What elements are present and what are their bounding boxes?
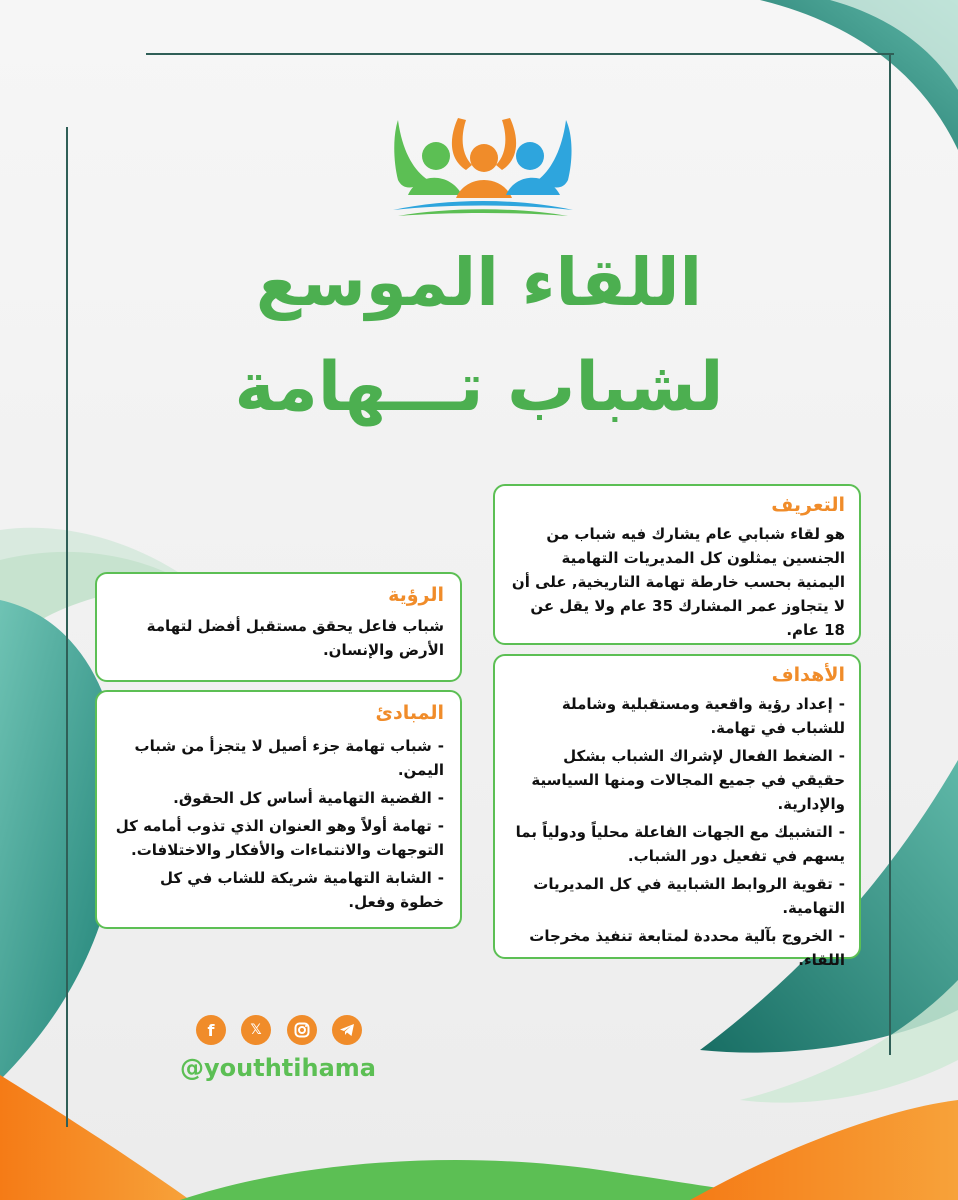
instagram-icon[interactable] bbox=[287, 1015, 317, 1045]
facebook-icon[interactable]: f bbox=[196, 1015, 226, 1045]
frame-top-line bbox=[146, 53, 894, 55]
list-item: -القضية التهامية أساس كل الحقوق. bbox=[173, 789, 444, 807]
list-item: -شباب تهامة جزء أصيل لا يتجزأ من شباب اليمن. bbox=[134, 737, 444, 779]
x-icon[interactable]: 𝕏 bbox=[241, 1015, 271, 1045]
vision-card bbox=[95, 572, 462, 682]
social-handle[interactable]: @youthtihama bbox=[180, 1054, 376, 1082]
principles-heading: المبادئ bbox=[375, 702, 444, 724]
list-item: -الخروج بآلية محددة لمتابعة تنفيذ مخرجات اللقاء. bbox=[529, 927, 845, 969]
vision-heading: الرؤية bbox=[388, 584, 444, 606]
principles-card bbox=[95, 690, 462, 929]
list-item: -الضغط الفعال لإشراك الشباب بشكل حقيقي في جميع المجالات ومنها السياسية والإدارية. bbox=[531, 747, 845, 813]
list-item: -إعداد رؤية واقعية ومستقبلية وشاملة للشباب في تهامة. bbox=[561, 695, 845, 737]
definition-card bbox=[493, 484, 861, 645]
main-title-line1: اللقاء الموسع bbox=[255, 244, 703, 321]
social-icons bbox=[196, 1015, 366, 1049]
telegram-icon[interactable] bbox=[332, 1015, 362, 1045]
frame-right-line bbox=[889, 53, 891, 1055]
definition-text: هو لقاء شبابي عام يشارك فيه شباب من الجنسين يمثلون كل المديريات التهامية اليمنية بحسب خارطة تهامة التاريخية, على أن لا يتجاوز عمر المشارك 35 عام ولا يقل عن 18 عام. bbox=[511, 525, 845, 639]
definition-heading: التعريف bbox=[771, 494, 845, 516]
principles-list bbox=[113, 734, 444, 914]
goals-card bbox=[493, 654, 861, 969]
goals-list bbox=[509, 692, 845, 972]
vision-text: شباب فاعل يحقق مستقبل أفضل لتهامة الأرض والإنسان. bbox=[146, 617, 444, 659]
list-item: -الشابة التهامية شريكة للشاب في كل خطوة وفعل. bbox=[159, 869, 444, 911]
list-item: -تهامة أولاً وهو العنوان الذي تذوب أمامه كل التوجهات والانتماءات والأفكار والاختلافات. bbox=[115, 817, 444, 859]
main-title-line2: لشباب تـــهامة bbox=[234, 348, 724, 427]
logo bbox=[388, 110, 578, 222]
goals-heading: الأهداف bbox=[771, 664, 845, 686]
list-item: -التشبيك مع الجهات الفاعلة محلياً ودولياً بما يسهم في تفعيل دور الشباب. bbox=[515, 823, 845, 865]
list-item: -تقوية الروابط الشبابية في كل المديريات التهامية. bbox=[533, 875, 845, 917]
